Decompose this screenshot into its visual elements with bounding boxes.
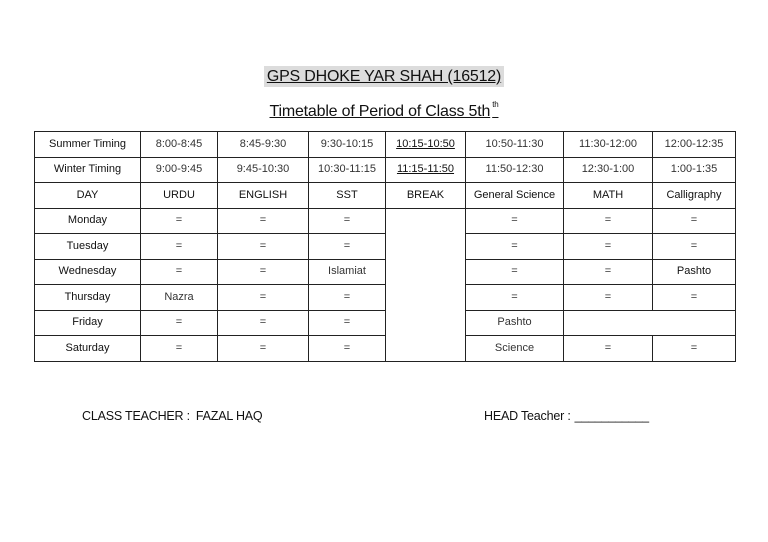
subject-header: ENGLISH [218,183,309,209]
period-cell: Science [466,336,564,362]
timetable [34,131,736,362]
subject-header: MATH [564,183,653,209]
break-column-cell [386,208,466,361]
period-cell: = [564,336,653,362]
period-cell: = [309,310,386,336]
table-row [35,208,736,234]
timetable-title-text: Timetable of Period of Class 5th [269,103,491,120]
period-cell: = [218,259,309,285]
break-time-cell: 10:15-10:50 [386,132,466,158]
class-teacher-signature [82,409,262,423]
period-cell: = [309,208,386,234]
time-cell: 10:50-11:30 [466,132,564,158]
period-cell: = [564,208,653,234]
table-row [35,234,736,260]
time-cell: 10:30-11:15 [309,157,386,183]
winter-timing-row [35,157,736,183]
head-teacher-label: HEAD Teacher : [484,409,571,423]
head-teacher-signature [484,409,649,423]
period-cell: = [466,285,564,311]
period-cell: = [564,285,653,311]
table-row [35,336,736,362]
time-cell: 9:00-9:45 [141,157,218,183]
period-cell: = [653,285,736,311]
signature-line: ___________ [574,409,649,423]
class-teacher-name: FAZAL HAQ [195,409,263,423]
period-cell: = [141,259,218,285]
day-cell: Friday [35,310,141,336]
time-cell: 9:45-10:30 [218,157,309,183]
time-cell: 9:30-10:15 [309,132,386,158]
day-cell: Thursday [35,285,141,311]
period-cell: = [218,336,309,362]
time-cell: 11:50-12:30 [466,157,564,183]
school-name [0,66,768,87]
period-cell: = [466,208,564,234]
merged-empty-cell [564,310,736,336]
period-cell: = [653,336,736,362]
subject-header: SST [309,183,386,209]
subject-header: Calligraphy [653,183,736,209]
period-cell: = [309,285,386,311]
break-header: BREAK [386,183,466,209]
period-cell: = [466,259,564,285]
break-time-cell: 11:15-11:50 [386,157,466,183]
period-cell: Pashto [653,259,736,285]
period-cell: = [653,234,736,260]
time-cell: 12:00-12:35 [653,132,736,158]
row-label: Winter Timing [35,157,141,183]
row-label: Summer Timing [35,132,141,158]
period-cell: = [218,310,309,336]
day-cell: Saturday [35,336,141,362]
period-cell: = [218,208,309,234]
subject-header: URDU [141,183,218,209]
subject-header-row [35,183,736,209]
period-cell: Islamiat [309,259,386,285]
table-row [35,285,736,311]
period-cell: = [141,336,218,362]
table-row [35,259,736,285]
title-superscript: th [492,100,499,109]
day-header: DAY [35,183,141,209]
period-cell: = [218,285,309,311]
subject-header: General Science [466,183,564,209]
day-cell: Wednesday [35,259,141,285]
time-cell: 8:45-9:30 [218,132,309,158]
period-cell: = [309,336,386,362]
period-cell: = [309,234,386,260]
period-cell: Nazra [141,285,218,311]
period-cell: = [564,234,653,260]
period-cell: = [564,259,653,285]
time-cell: 1:00-1:35 [653,157,736,183]
period-cell: Pashto [466,310,564,336]
summer-timing-row [35,132,736,158]
time-cell: 11:30-12:00 [564,132,653,158]
table-row [35,310,736,336]
period-cell: = [653,208,736,234]
time-cell: 12:30-1:00 [564,157,653,183]
school-name-text: GPS DHOKE YAR SHAH (16512) [264,66,504,87]
day-cell: Tuesday [35,234,141,260]
time-cell: 8:00-8:45 [141,132,218,158]
class-teacher-label: CLASS TEACHER : [82,409,190,423]
period-cell: = [466,234,564,260]
timetable-title [0,100,768,121]
day-cell: Monday [35,208,141,234]
period-cell: = [218,234,309,260]
period-cell: = [141,234,218,260]
period-cell: = [141,310,218,336]
period-cell: = [141,208,218,234]
